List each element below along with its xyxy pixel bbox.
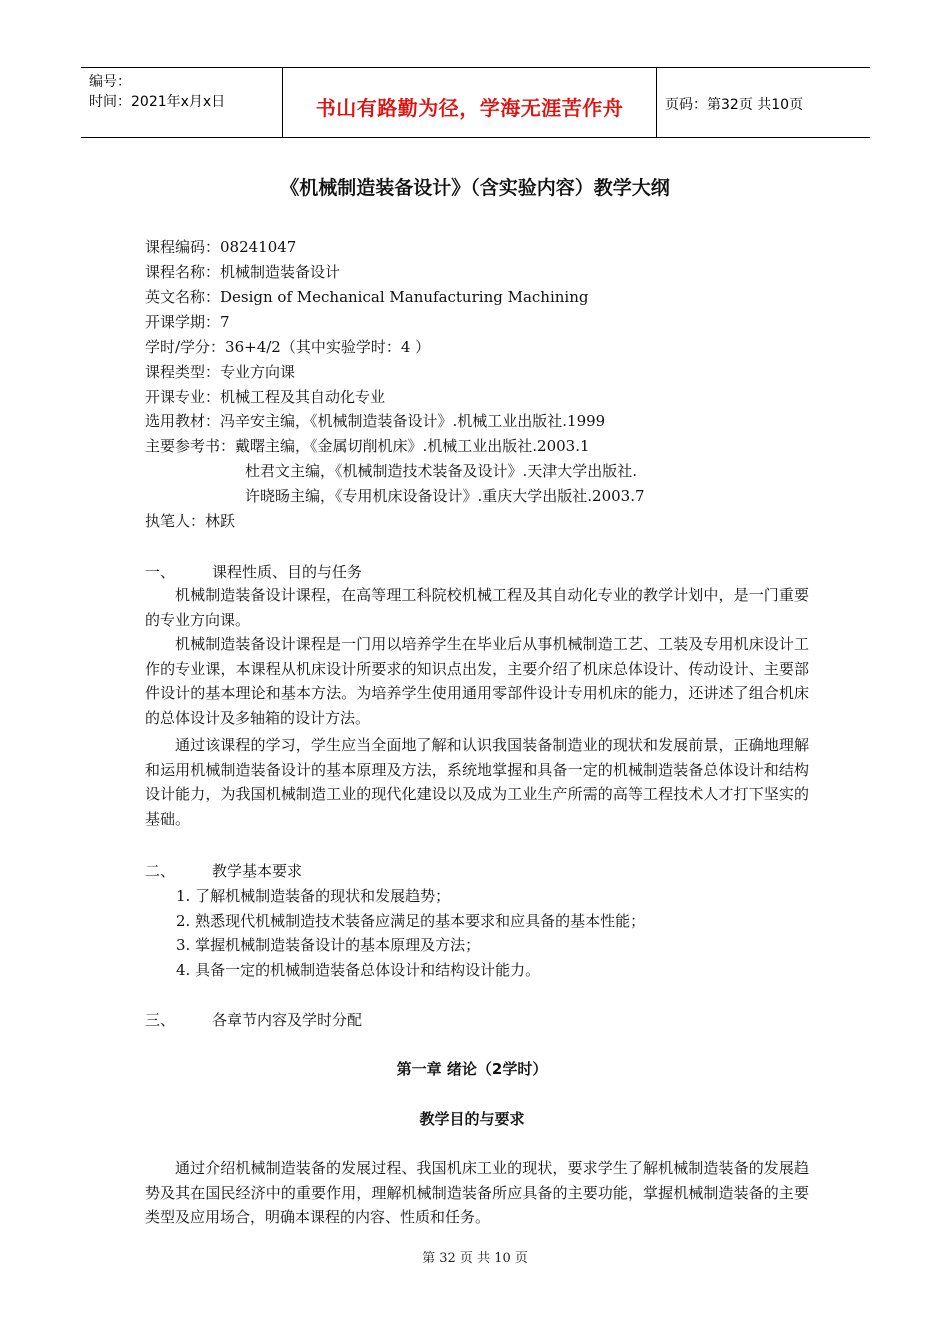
course-code: 课程编码：08241047 [145, 238, 297, 256]
course-author: 执笔人：林跃 [145, 512, 236, 530]
chapter-subheading: 教学目的与要求 [419, 1110, 525, 1128]
list-item: 3. 掌握机械制造装备设计的基本原理及方法； [176, 936, 481, 954]
chapter-heading: 第一章 绪论（2学时） [396, 1060, 548, 1078]
reference-book-3: 许晓旸主编，《专用机床设备设计》.重庆大学出版社.2003.7 [245, 487, 645, 505]
motto-text: 书山有路勤为径，学海无涯苦作舟 [315, 96, 624, 120]
course-name: 课程名称：机械制造装备设计 [145, 263, 341, 281]
course-major: 开课专业：机械工程及其自动化专业 [145, 388, 386, 406]
paragraph: 通过该课程的学习，学生应当全面地了解和认识我国装备制造业的现状和发展前景，正确地理解和运用机械制造装备设计的基本原理及方法，系统地掌握和具备一定的机械制造装备总体设计和结构设计能力，为我国机械制造工业的现代化建设以及成为工业生产所需的高等工程技术人才打下坚实的基础。 [145, 736, 809, 828]
section-title: 教学基本要求 [212, 862, 303, 880]
number-label: 编号： [89, 74, 131, 90]
list-item: 1. 了解机械制造装备的现状和发展趋势； [176, 887, 451, 905]
header-page-cell [657, 68, 870, 137]
paragraph: 通过介绍机械制造装备的发展过程、我国机床工业的现状，要求学生了解机械制造装备的发展趋势及其在国民经济中的重要作用，理解机械制造装备所应具备的主要功能，掌握机械制造装备的主要类型及应用场合，明确本课程的内容、性质和任务。 [145, 1159, 809, 1227]
course-english-name: 英文名称：Design of Mechanical Manufacturing Machining [145, 288, 589, 306]
section-number: 一、 [145, 563, 176, 581]
list-item: 2. 熟悉现代机械制造技术装备应满足的基本要求和应具备的基本性能； [176, 912, 646, 930]
course-textbook: 选用教材：冯辛安主编，《机械制造装备设计》.机械工业出版社.1999 [145, 412, 606, 430]
reference-book-2: 杜君文主编，《机械制造技术装备及设计》.天津大学出版社. [245, 462, 638, 480]
course-hours: 学时/学分：36+4/2（其中实验学时：4 ） [145, 338, 431, 356]
document-header [81, 67, 870, 138]
course-type: 课程类型：专业方向课 [145, 363, 296, 381]
section-number: 二、 [145, 862, 176, 880]
section-title: 课程性质、目的与任务 [212, 563, 363, 581]
section-heading-3 [145, 1009, 362, 1030]
section-title: 各章节内容及学时分配 [212, 1011, 363, 1029]
section-heading-2 [145, 860, 302, 881]
reference-book-1: 主要参考书：戴曙主编，《金属切削机床》.机械工业出版社.2003.1 [145, 437, 590, 455]
section-number: 三、 [145, 1011, 176, 1029]
page-footer: 第 32 页 共 10 页 [422, 1251, 528, 1266]
paragraph: 机械制造装备设计课程，在高等理工科院校机械工程及其自动化专业的教学计划中，是一门重要的专业方向课。 [145, 586, 809, 629]
list-item: 4. 具备一定的机械制造装备总体设计和结构设计能力。 [176, 961, 541, 979]
page-title: 《机械制造装备设计》（含实验内容）教学大纲 [280, 177, 670, 199]
header-info-cell [81, 68, 283, 137]
section-heading-1 [145, 561, 362, 582]
course-term: 开课学期：7 [145, 313, 230, 331]
paragraph: 机械制造装备设计课程是一门用以培养学生在毕业后从事机械制造工艺、工装及专用机床设计工作的专业课，本课程从机床设计所要求的知识点出发，主要介绍了机床总体设计、传动设计、主要部件设计的基本理论和基本方法。为培养学生使用通用零部件设计专用机床的能力，还讲述了组合机床的总体设计及多轴箱的设计方法。 [145, 635, 809, 727]
header-motto-cell [283, 68, 657, 137]
time-label: 时间：2021年x月x日 [89, 94, 226, 110]
page-info: 页码：第32页 共10页 [665, 97, 804, 113]
